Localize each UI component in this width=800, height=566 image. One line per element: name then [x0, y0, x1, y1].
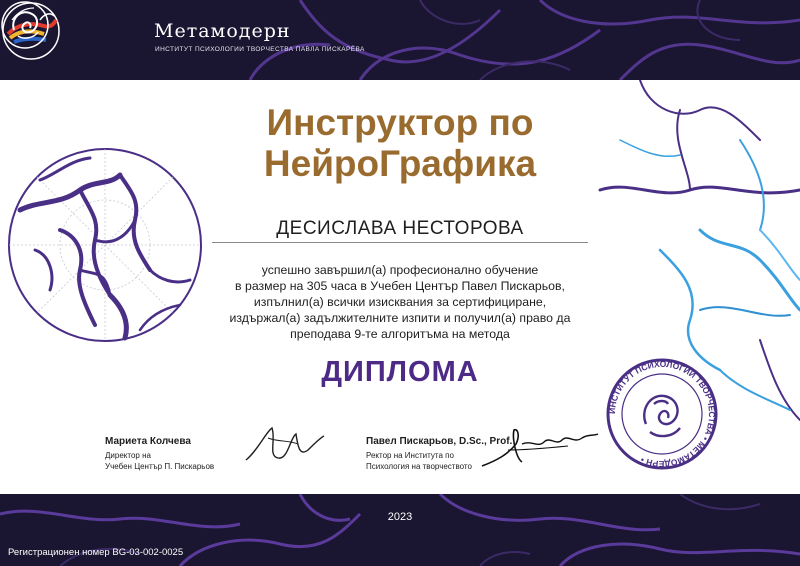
- brain-spiral-logo: [0, 0, 50, 50]
- signature-1: [238, 420, 328, 470]
- title-line-2: НейроГрафика: [263, 143, 537, 184]
- registration-number: Регистрационен номер BG-03-002-0025: [8, 547, 184, 558]
- certificate-title: [190, 102, 610, 184]
- certificate-description: [200, 262, 600, 342]
- header-band: [0, 0, 800, 80]
- seal-ring-text: ИНСТИТУТ ПСИХОЛОГИИ ТВОРЧЕСТВА • МЕТАМОДЕРН •: [606, 358, 718, 470]
- name-underline: [212, 242, 588, 243]
- role-line: Психология на творчеството: [366, 461, 472, 471]
- certificate-year: 2023: [387, 511, 413, 523]
- title-line-1: Инструктор по: [266, 102, 534, 143]
- neuro-circle-illustration: [9, 149, 201, 341]
- description-line: преподава 9-те алгоритъма на метода: [290, 327, 510, 341]
- institute-seal: [606, 358, 718, 470]
- signatory-1-name: Мариета Колчева: [105, 436, 191, 447]
- signatory-1-role: [105, 451, 255, 472]
- description-line: издържал(а) задължителните изпити и получил(а) право да: [229, 311, 571, 325]
- signature-2: [478, 414, 603, 474]
- description-line: в размер на 305 часа в Учебен Център Павел Пискарьов,: [235, 279, 565, 293]
- role-line: Ректор на Института по: [366, 451, 454, 460]
- description-line: изпълнил(а) всички изисквания за сертифициране,: [253, 295, 547, 309]
- document-type: ДИПЛОМА: [321, 356, 479, 388]
- role-line: Учебен Център П. Пискарьов: [105, 461, 215, 471]
- neuro-lines-decoration: [0, 0, 800, 80]
- certificate-body: [0, 80, 800, 494]
- role-line: Директор на: [105, 451, 151, 460]
- description-line: успешно завършил(а) професионално обучение: [261, 263, 539, 277]
- signatory-2-name: Павел Пискарьов, D.Sc., Prof.: [366, 436, 513, 447]
- brand-subtitle: ИНСТИТУТ ПСИХОЛОГИИ ТВОРЧЕСТВА ПАВЛА ПИСКАРЁВА: [155, 46, 365, 53]
- recipient-name: ДЕСИСЛАВА НЕСТОРОВА: [276, 218, 524, 239]
- brand-name: Метамодерн: [154, 20, 291, 42]
